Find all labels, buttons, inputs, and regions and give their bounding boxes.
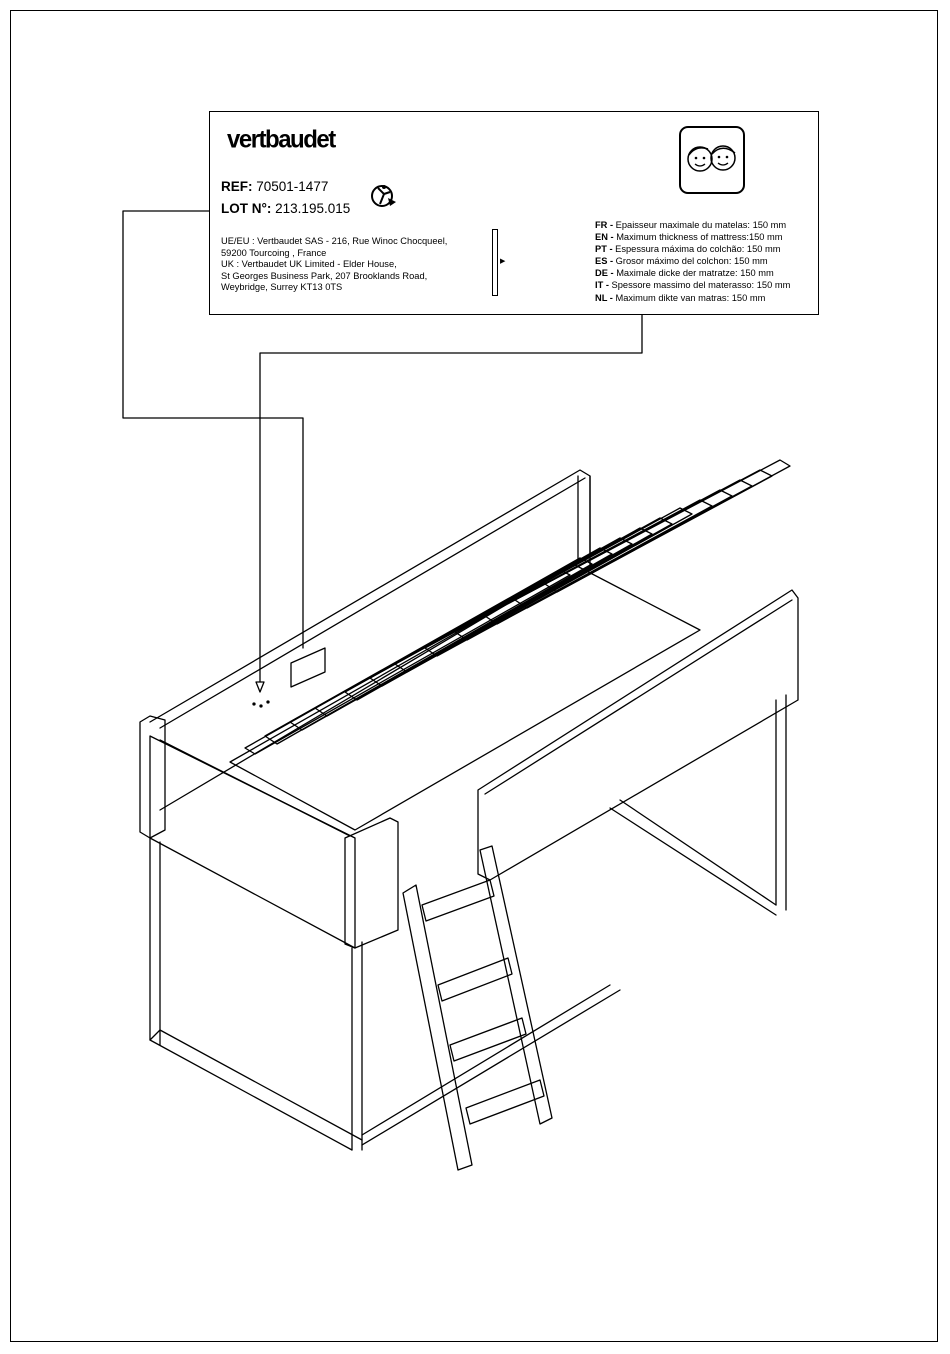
mattress-warnings bbox=[595, 219, 790, 304]
warning-line: FR - Epaisseur maximale du matelas: 150 mm bbox=[595, 220, 787, 230]
back-right-post bbox=[578, 476, 590, 565]
address-line: St Georges Business Park, 207 Brooklands Road, bbox=[221, 270, 428, 281]
warning-line: DE - Maximale dicke der matratze: 150 mm bbox=[595, 268, 774, 279]
pin-dot bbox=[260, 705, 262, 707]
warning-line: IT - Spessore massimo del materasso: 150 mm bbox=[595, 280, 791, 291]
ref-line bbox=[221, 179, 328, 194]
left-end-panel bbox=[140, 716, 165, 838]
warning-line: EN - Maximum thickness of mattress:150 mm bbox=[595, 232, 783, 243]
children-faces-icon bbox=[678, 125, 746, 195]
address-block bbox=[221, 236, 491, 294]
front-guard-panel bbox=[478, 590, 798, 880]
pin-dot bbox=[253, 703, 255, 705]
divider-bar bbox=[492, 229, 498, 296]
base-frame-right bbox=[610, 800, 776, 915]
lot-label: LOT N°: bbox=[221, 201, 272, 216]
brand-logo: vertbaudet bbox=[227, 125, 335, 154]
arrow-marker-icon: ▶ bbox=[500, 258, 506, 265]
left-headboard bbox=[150, 736, 355, 948]
bed-label-tag bbox=[291, 648, 325, 687]
ref-label: REF: bbox=[221, 179, 253, 194]
back-guard-panel bbox=[150, 470, 590, 810]
address-line: UE/EU : Vertbaudet SAS - 216, Rue Winoc Chocqueel, bbox=[221, 236, 448, 246]
warning-line: ES - Grosor máximo del colchon: 150 mm bbox=[595, 256, 768, 267]
warning-line: PT - Espessura máxima do colchão: 150 mm bbox=[595, 244, 781, 255]
ladder bbox=[403, 846, 552, 1170]
address-line: UK : Vertbaudet UK Limited - Elder House, bbox=[221, 259, 397, 270]
base-front-rail bbox=[362, 985, 620, 1145]
product-label bbox=[209, 111, 819, 315]
left-rear-post bbox=[352, 942, 362, 1150]
base-frame-left bbox=[150, 1030, 362, 1150]
right-front-post bbox=[776, 695, 786, 910]
address-line: 59200 Tourcoing , France bbox=[221, 247, 327, 258]
warning-line: NL - Maximum dikte van matras: 150 mm bbox=[595, 292, 766, 303]
leader-line-lot bbox=[260, 315, 642, 682]
lot-value: 213.195.015 bbox=[275, 201, 351, 216]
address-line: Weybridge, Surrey KT13 0TS bbox=[221, 282, 343, 293]
ref-value: 70501-1477 bbox=[256, 179, 329, 194]
lot-line bbox=[221, 201, 350, 216]
pin-dot bbox=[267, 701, 269, 703]
left-front-post bbox=[150, 838, 160, 1045]
leader-arrow bbox=[256, 682, 264, 692]
recycle-icon bbox=[370, 180, 398, 210]
